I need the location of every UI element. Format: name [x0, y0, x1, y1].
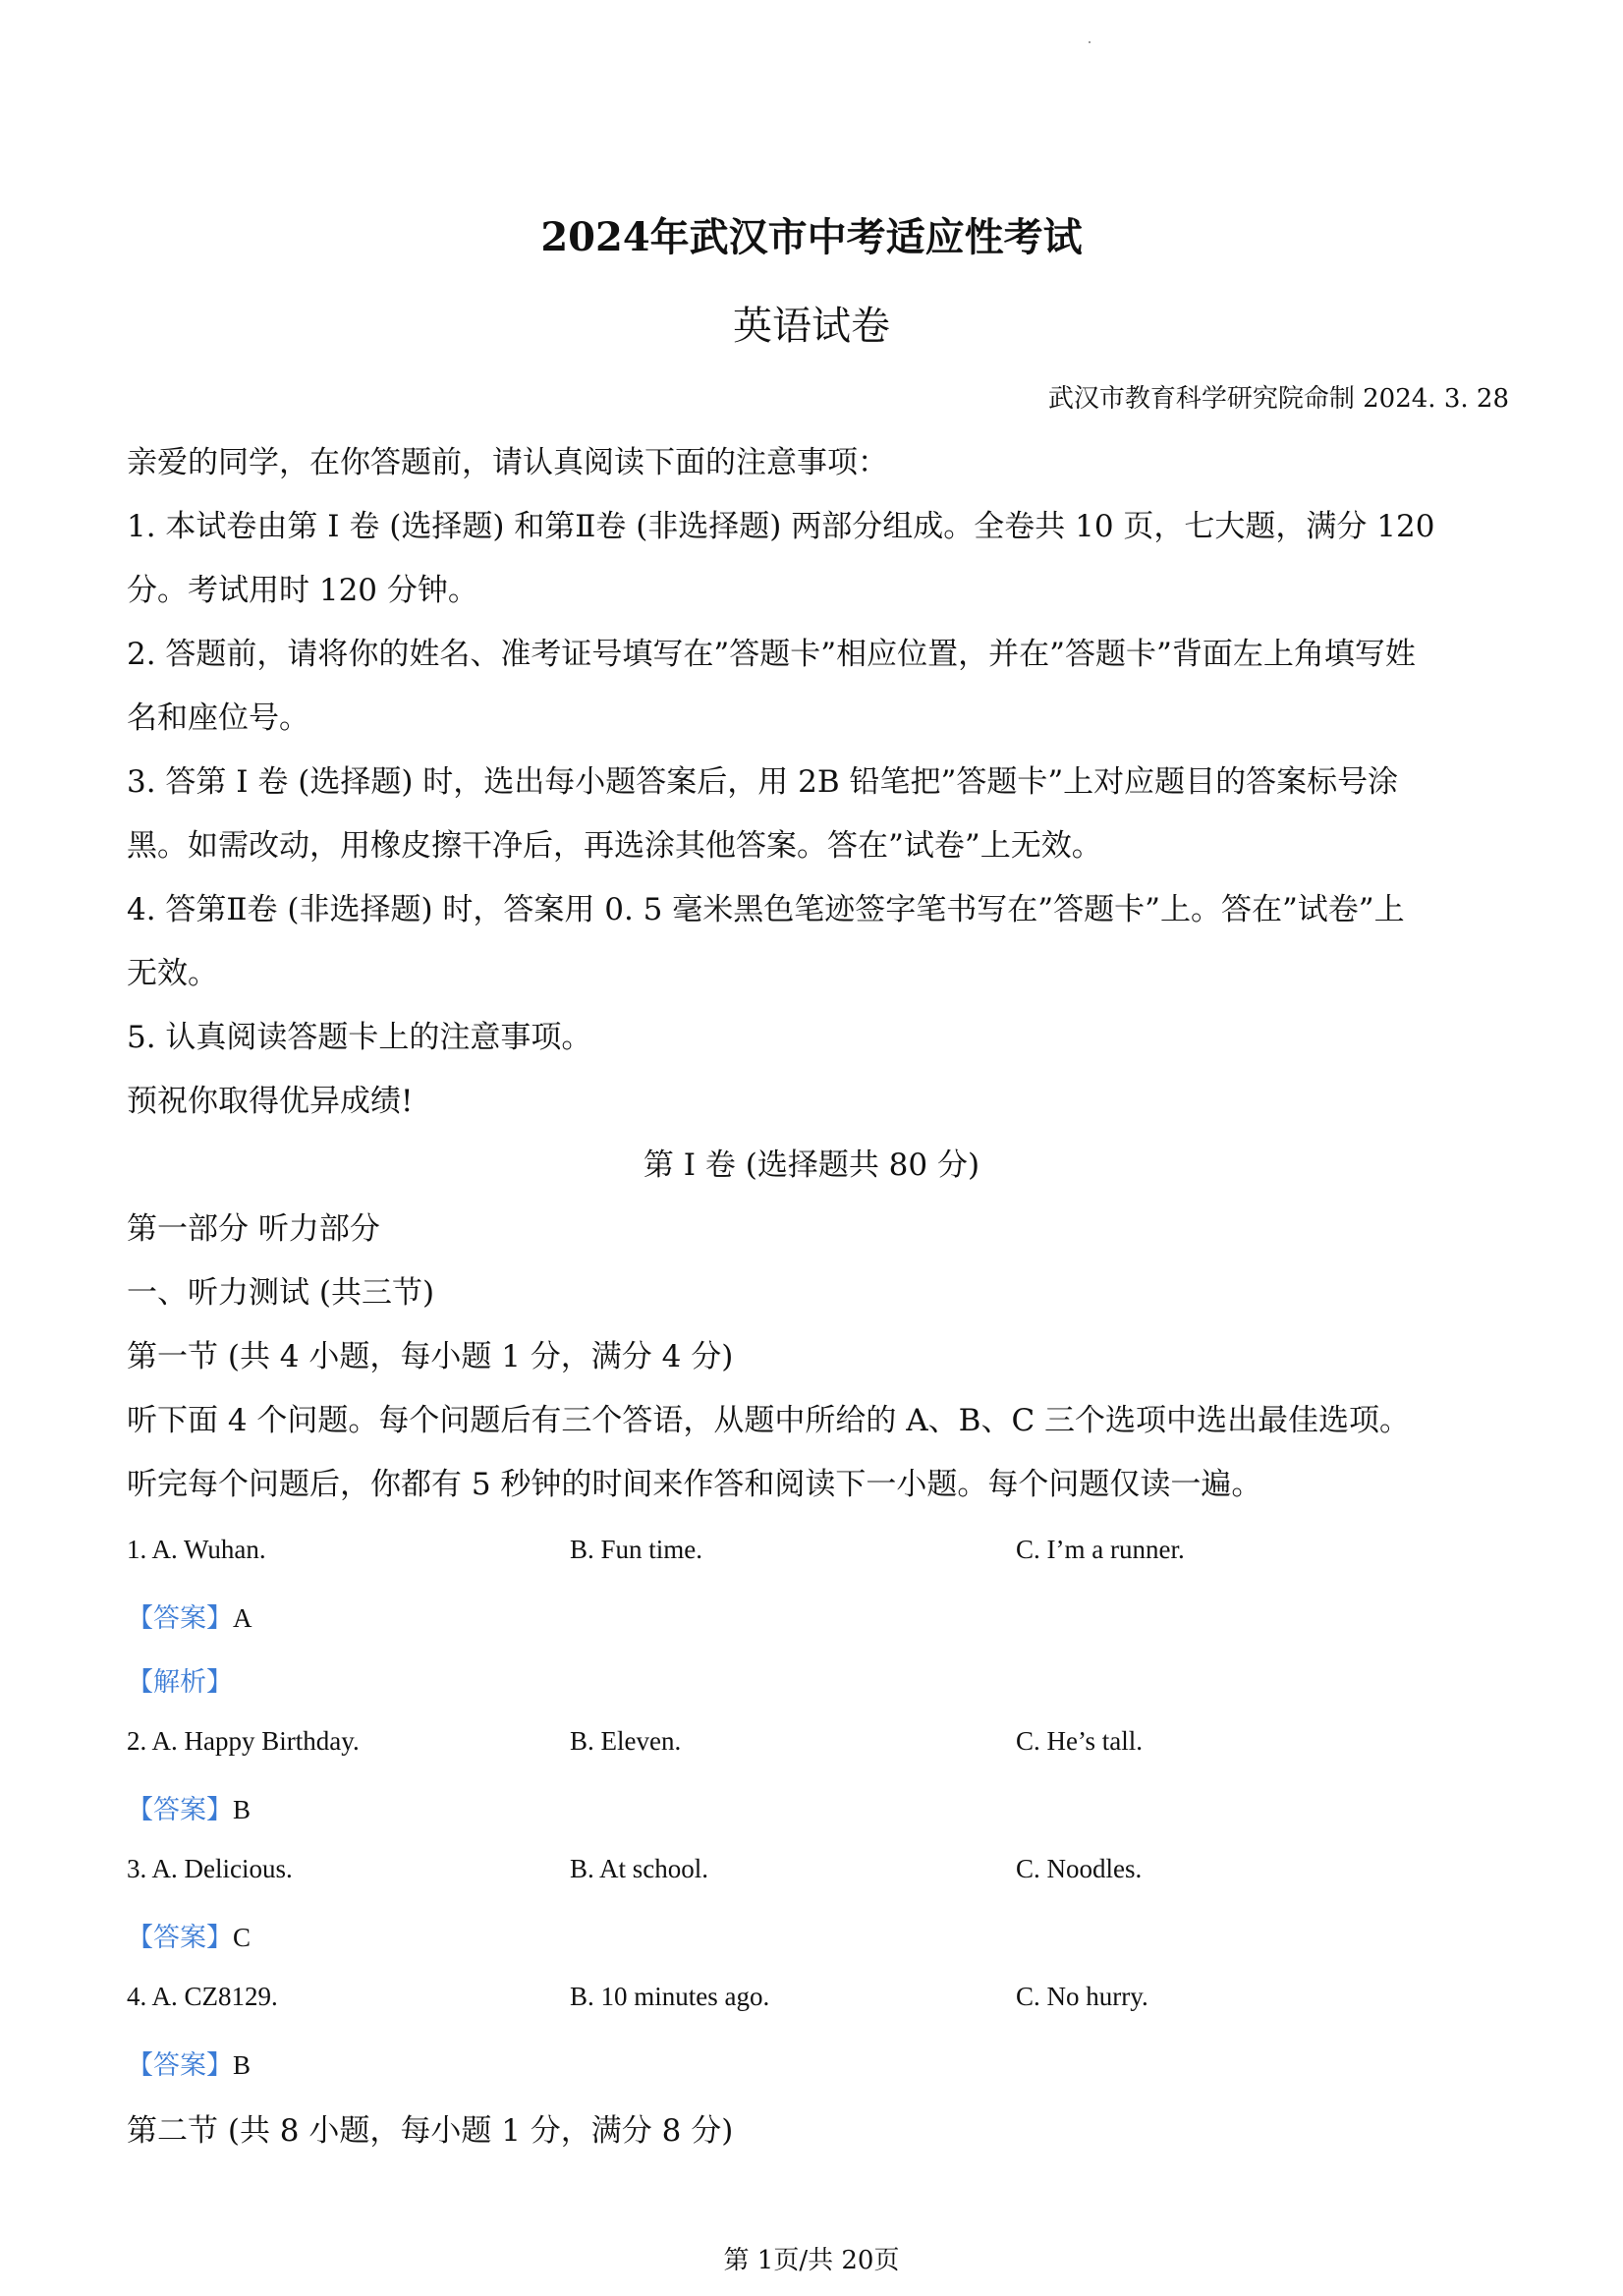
q4-option-c: C. No hurry.	[1016, 1982, 1148, 2011]
section1-desc-line2: 听完每个问题后，你都有 5 秒钟的时间来作答和阅读下一小题。每个问题仅读一遍。	[127, 1467, 1262, 1502]
q2-option-c: C. He’s tall.	[1016, 1726, 1143, 1756]
q2-answer	[127, 1788, 251, 1826]
q1-option-b: B. Fun time.	[570, 1535, 703, 1564]
instruction-5: 5. 认真阅读答题卡上的注意事项。	[127, 1020, 592, 1055]
listening-title: 一、听力测试 (共三节)	[127, 1275, 435, 1311]
answer-tag: 【答案】	[127, 1603, 233, 1634]
q1-analysis	[127, 1660, 233, 1699]
q4-answer	[127, 2044, 251, 2082]
instruction-4-line2: 无效。	[127, 956, 218, 991]
q3-option-b: B. At school.	[570, 1854, 709, 1883]
section1-title: 第一节 (共 4 小题，每小题 1 分，满分 4 分)	[127, 1339, 734, 1374]
instruction-1-line1: 1. 本试卷由第 I 卷 (选择题) 和第Ⅱ卷 (非选择题) 两部分组成。全卷共 10 页，七大题，满分 120	[127, 509, 1435, 544]
q1-option-a: 1. A. Wuhan.	[127, 1535, 266, 1564]
answer-value: A	[233, 1603, 252, 1633]
q1-answer	[127, 1596, 252, 1635]
instruction-1-line2: 分。考试用时 120 分钟。	[127, 573, 478, 608]
q3-option-c: C. Noodles.	[1016, 1854, 1143, 1883]
answer-tag: 【答案】	[127, 2050, 233, 2081]
answer-value: C	[233, 1923, 252, 1952]
instruction-2-line2: 名和座位号。	[127, 700, 309, 736]
q2-option-a: 2. A. Happy Birthday.	[127, 1726, 360, 1756]
answer-tag: 【答案】	[127, 1923, 233, 1953]
q1-option-c: C. I’m a runner.	[1016, 1535, 1185, 1564]
answer-value: B	[233, 2050, 252, 2080]
page-number: 第 1页/共 20页	[723, 2246, 900, 2275]
scan-dot	[1089, 41, 1091, 43]
instruction-3-line2: 黑。如需改动，用橡皮擦干净后，再选涂其他答案。答在”试卷”上无效。	[127, 828, 1102, 864]
exam-subtitle: 英语试卷	[733, 304, 890, 349]
instruction-3-line1: 3. 答第 I 卷 (选择题) 时，选出每小题答案后，用 2B 铅笔把”答题卡”上对应题目的答案标号涂	[127, 764, 1399, 800]
answer-tag: 【答案】	[127, 1795, 233, 1825]
q3-option-a: 3. A. Delicious.	[127, 1854, 293, 1883]
analysis-tag: 【解析】	[127, 1667, 233, 1698]
q2-option-b: B. Eleven.	[570, 1726, 682, 1756]
part1-title: 第一部分 听力部分	[127, 1211, 380, 1247]
q4-option-a: 4. A. CZ8129.	[127, 1982, 278, 2011]
q4-option-b: B. 10 minutes ago.	[570, 1982, 770, 2011]
wish-line: 预祝你取得优异成绩!	[127, 1084, 414, 1119]
instruction-4-line1: 4. 答第Ⅱ卷 (非选择题) 时，答案用 0. 5 毫米黑色笔迹签字笔书写在”答题卡”上。答在”试卷”上	[127, 892, 1405, 927]
instruction-2-line1: 2. 答题前，请将你的姓名、准考证号填写在”答题卡”相应位置，并在”答题卡”背面左上角填写姓	[127, 637, 1416, 672]
volume-title: 第 I 卷 (选择题共 80 分)	[643, 1148, 980, 1183]
instructions-intro: 亲爱的同学，在你答题前，请认真阅读下面的注意事项：	[127, 445, 888, 480]
section1-desc-line1: 听下面 4 个问题。每个问题后有三个答语，从题中所给的 A、B、C 三个选项中选出最佳选项。	[127, 1403, 1411, 1438]
q3-answer	[127, 1916, 251, 1954]
author-date: 武汉市教育科学研究院命制 2024. 3. 28	[1047, 384, 1509, 414]
section2-title: 第二节 (共 8 小题，每小题 1 分，满分 8 分)	[127, 2113, 734, 2149]
answer-value: B	[233, 1795, 252, 1824]
exam-title: 2024年武汉市中考适应性考试	[540, 214, 1083, 260]
